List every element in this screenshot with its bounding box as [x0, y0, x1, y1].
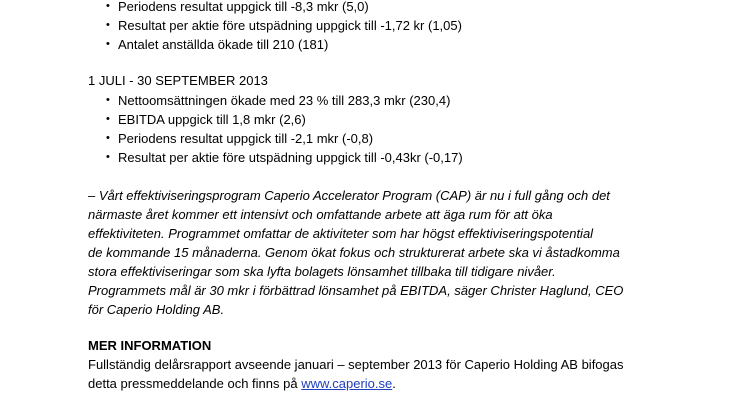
- period-title: 1 JULI - 30 SEPTEMBER 2013: [88, 73, 268, 88]
- quote-line: närmaste året kommer ett intensivt och omfattande arbete att äga rum för att öka: [88, 207, 553, 222]
- info-text: Fullständig delårsrapport avseende januari – september 2013 för Caperio Holding AB bifogas: [88, 357, 624, 372]
- bullet-item: • Resultat per aktie före utspädning uppgick till -0,43kr (-0,17): [118, 149, 463, 166]
- quote-line: Programmets mål är 30 mkr i förbättrad lönsamhet på EBITDA, säger Christer Haglund, CEO: [88, 283, 624, 298]
- quote-line: – Vårt effektiviseringsprogram Caperio Accelerator Program (CAP) är nu i full gång och det: [88, 188, 610, 203]
- quote-line: stora effektiviseringar som ska lyfta bolagets lönsamhet tillbaka till tidigare nivåer.: [88, 264, 556, 279]
- info-text-with-link: [88, 375, 396, 392]
- bullet-item: • Nettoomsättningen ökade med 23 % till 283,3 mkr (230,4): [118, 92, 450, 109]
- bullet-item: • Resultat per aktie före utspädning uppgick till -1,72 kr (1,05): [118, 17, 462, 34]
- bullet-item: • Antalet anställda ökade till 210 (181): [118, 36, 328, 53]
- quote-line: de kommande 15 månaderna. Genom ökat fokus och strukturerat arbete ska vi åstadkomma: [88, 245, 620, 260]
- quote-line: för Caperio Holding AB.: [88, 302, 225, 317]
- section-heading: MER INFORMATION: [88, 338, 212, 353]
- info-text-prefix: detta pressmeddelande och finns på: [88, 376, 302, 391]
- bullet-item: • Periodens resultat uppgick till -8,3 mkr (5,0): [118, 0, 369, 15]
- bullet-item: • Periodens resultat uppgick till -2,1 mkr (-0,8): [118, 130, 373, 147]
- info-text-suffix: .: [392, 376, 396, 391]
- website-link[interactable]: www.caperio.se: [301, 376, 393, 391]
- bullet-item: • EBITDA uppgick till 1,8 mkr (2,6): [118, 111, 306, 128]
- quote-line: effektiviteten. Programmet omfattar de aktiviteter som har högst effektiviseringspotential: [88, 226, 594, 241]
